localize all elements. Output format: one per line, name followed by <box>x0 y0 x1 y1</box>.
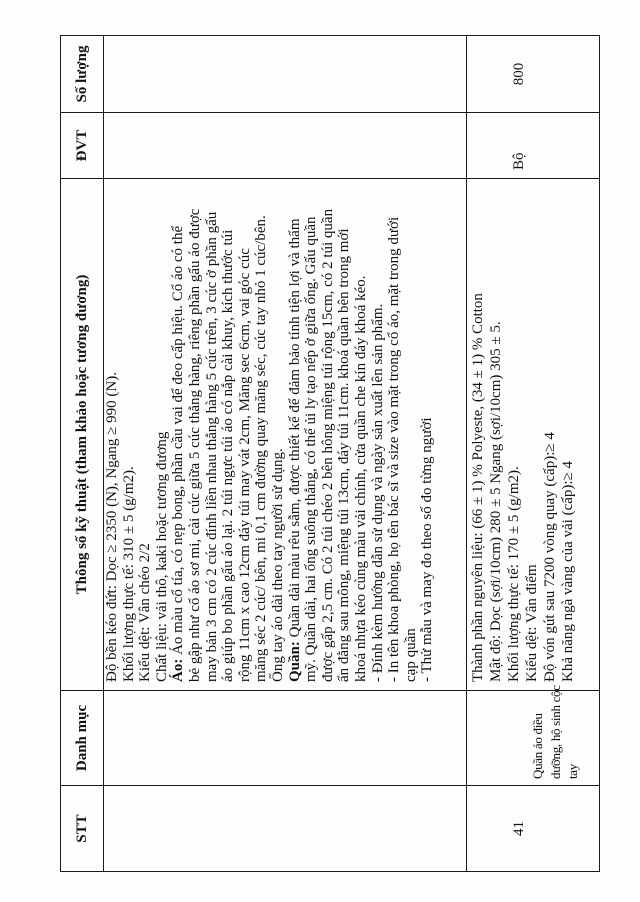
spec-line: Kiểu dệt: Vân chéo 2/2 <box>137 543 154 682</box>
spec-line-text: Áo màu cổ tía, có nẹp bong, phần cầu vai để đeo cấp hiệu. Cổ áo có thể <box>170 225 187 659</box>
header-stt: STT <box>60 785 104 872</box>
specification-table <box>60 35 600 872</box>
spec-line: măng séc 2 cúc/ bên, mi 0,1 cm đường quay măng séc, cúc tay nhỏ 1 cúc/bên. <box>253 215 270 682</box>
spec-line: rộng 11cm x cao 12cm đáy túi may vát 2cm, Măng sec 6cm, vai góc cúc <box>236 248 253 682</box>
spec-line <box>170 185 187 682</box>
spec-line: Ống tay áo dài theo tay người sử dụng. <box>269 448 286 682</box>
spec-line-label: Áo: <box>170 658 187 682</box>
spec-line: ẩn đằng sau mông, miệng túi 13cm, đáy túi 11cm. khoá quần bên trong mới <box>336 228 353 682</box>
row-41-unit: Bộ <box>467 112 600 178</box>
header-unit: ĐVT <box>60 112 104 178</box>
spec-line: bẻ gập như cổ áo sơ mi, cài cúc giữa 5 cúc thẳng hàng, riêng phần gấu áo được <box>186 208 203 682</box>
row-continued-category-cell <box>104 690 467 785</box>
spec-line: khoá nhựa kéo cùng màu vải chính, cửa quần che kín đáy khoá kéo. <box>352 275 369 682</box>
spec-line: Mật độ: Dọc (sợi/10cm) 280 ± 5 Ngang (sợi/10cm) 305 ± 5. <box>488 321 504 682</box>
spec-line: áo giúp bo phần gấu áo lại. 2 túi ngực túi áo có nắp cài khuy, kích thước túi <box>220 229 237 682</box>
spec-line: được gấp 2,5 cm. Có 2 túi chéo 2 bên hông miệng túi rộng 15cm, có 2 túi quần <box>319 208 336 682</box>
spec-line: - Thử mẫu và may đo theo số đo từng người <box>419 417 436 682</box>
row-continued-quantity-cell <box>104 35 467 112</box>
spec-line: Độ bền kéo đứt: Dọc ≥ 2350 (N), Ngang ≥ 990 (N). <box>104 372 120 682</box>
row-continued-unit-cell <box>104 112 467 178</box>
spec-line <box>287 185 304 682</box>
category-line: dưỡng, hộ sinh cộc <box>547 685 563 779</box>
spec-line-label: Quần: <box>286 641 303 682</box>
spec-line: cạp quần <box>402 628 419 682</box>
spec-line: may bản 3 cm có 2 cúc đính liền nhau thẳng hàng 5 cúc trên, 3 cúc ở phần gấu <box>203 211 220 682</box>
spec-line: Chất liệu: vải thô, kaki hoặc tương đương <box>153 431 170 682</box>
row-41-specification-cell <box>467 178 600 690</box>
row-41-stt: 41 <box>467 785 600 872</box>
spec-line: Khả năng ngà vàng của vải (cấp):≥ 4 <box>560 460 576 682</box>
spec-line: - In tên khoa phòng, họ tên bác sĩ và size vào mặt trong cổ áo, mặt trong dưới <box>386 216 403 682</box>
header-category: Danh mục <box>60 690 104 785</box>
spec-line: mỹ. Quần dài, hai ống suông thẳng, có thể ủi ly tạo nếp ở giữa ống. Gấu quần <box>303 216 320 682</box>
row-continued-stt-cell <box>104 785 467 872</box>
spec-line-text: Quần dài màu rêu sẫm, được thiết kế để đảm bảo tính tiện lợi và thẩm <box>286 218 303 642</box>
category-line: tay <box>565 764 580 779</box>
spec-line: Kiểu dệt: Vân điểm <box>524 564 540 682</box>
spec-line: - Đính kèm hướng dẫn sử dụng và ngày sản xuất lên sản phẩm. <box>369 303 386 682</box>
header-quantity: Số lượng <box>60 35 104 112</box>
category-line: Quần áo điều <box>530 713 545 779</box>
row-continued-specification-cell <box>104 178 467 690</box>
spec-line: Khối lượng thực tế: 170 ± 5 (g/m2). <box>506 466 522 682</box>
spec-line: Khối lượng thực tế: 310 ± 5 (g/m2). <box>120 466 137 682</box>
header-specification: Thông số kỹ thuật (tham khảo hoặc tương đương) <box>60 178 104 690</box>
spec-line: Độ vón gút sau 7200 vòng quay (cấp):≥ 4 <box>542 432 558 682</box>
spec-line: Thành phần nguyên liệu: (66 ± 1) % Polyeste, (34 ± 1) % Cotton <box>470 293 486 682</box>
row-41-category-cell <box>467 685 600 785</box>
row-41-quantity: 800 <box>467 35 600 112</box>
